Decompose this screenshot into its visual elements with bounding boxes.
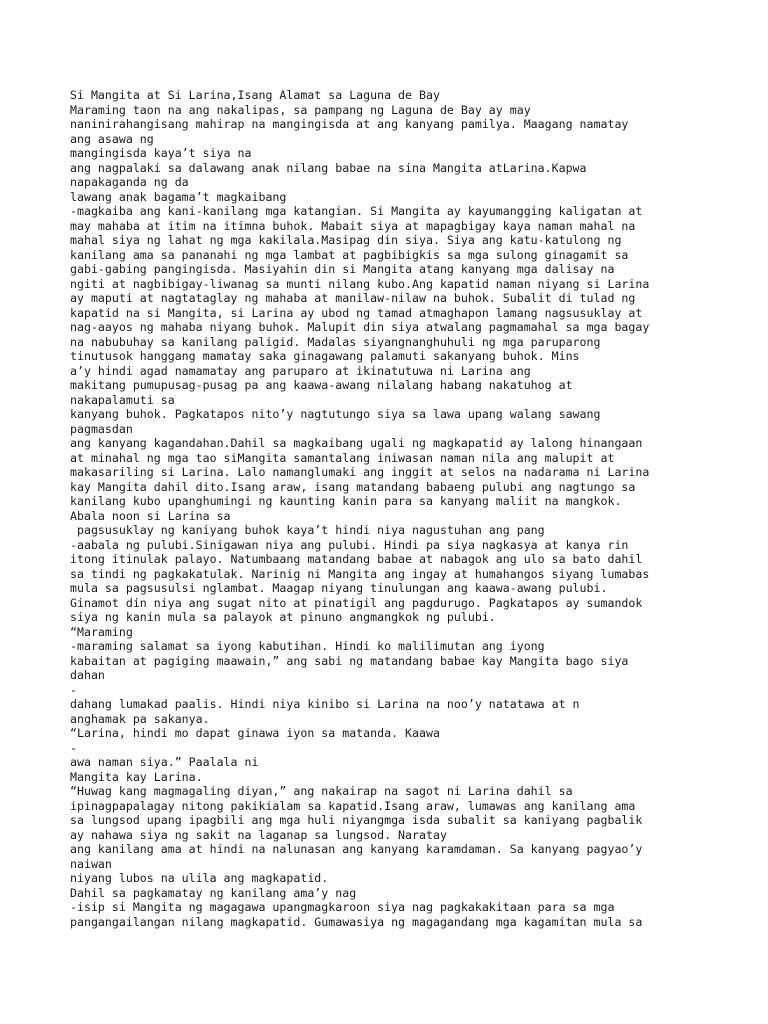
text-line: niyang lubos na ulila ang magkapatid. <box>70 871 329 885</box>
text-line: nakapalamuti sa <box>70 392 175 407</box>
text-line: -isip si Mangita ng magagawa upangmagkaroon siya nag pagkakakitaan para sa mga <box>70 900 615 914</box>
text-line: “Huwag kang magmagaling diyan,” ang nakairap na sagot ni Larina dahil sa <box>70 784 573 798</box>
text-line: mula sa pagsusulsi nglambat. Maagap niyang tinulungan ang kaawa-awang pulubi. <box>70 581 608 595</box>
text-line: pangangailangan nilang magkapatid. Gumawasiya ng magagandang mga kagamitan mula sa <box>70 914 643 929</box>
text-line: kanyang buhok. Pagkatapos nito’y nagtutungo siya sa lawa upang walang sawang <box>70 407 601 421</box>
text-line: naninirahangisang mahirap na mangingisda at ang kanyang pamilya. Maagang namatay <box>70 117 629 131</box>
text-line: ang nagpalaki sa dalawang anak nilang babae na sina Mangita atLarina.Kapwa <box>70 160 587 175</box>
text-line: makitang pumupusag-pusag pa ang kaawa-awang nilalang habang nakatuhog at <box>70 378 573 392</box>
text-line: a’y hindi agad namamatay ang paruparo at ikinatutuwa ni Larina ang <box>70 363 531 378</box>
text-line: dahan <box>70 668 105 682</box>
text-line: naiwan <box>70 856 112 871</box>
text-line: makasariling si Larina. Lalo namanglumaki ang inggit at selos na nadarama ni Larina <box>70 465 650 479</box>
text-line: Mangita kay Larina. <box>70 769 203 784</box>
text-line: -aabala ng pulubi.Sinigawan niya ang pulubi. Hindi pa siya nagkasya at kanya rin <box>70 537 629 552</box>
text-line: kapatid na si Mangita, si Larina ay ubod ng tamad atmaghapon lamang nagsusuklay at <box>70 305 643 320</box>
text-line: “Larina, hindi mo dapat ginawa iyon sa matanda. Kaawa <box>70 726 440 740</box>
text-line: pagsusuklay ng kaniyang buhok kaya’t hindi niya nagustuhan ang pang <box>70 523 545 537</box>
text-line: itong itinulak palayo. Natumbaang matandang babae at nabagok ang ulo sa bato dahil <box>70 552 643 566</box>
text-line: -magkaiba ang kani-kanilang mga katangian. Si Mangita ay kayumangging kaligatan at <box>70 204 643 218</box>
text-line: ay maputi at nagtataglay ng mahaba at manilaw-nilaw na buhok. Subalit di tulad ng <box>70 291 636 305</box>
text-line: mahal siya ng lahat ng mga kakilala.Masipag din siya. Siya ang katu-katulong ng <box>70 233 622 247</box>
text-line: Maraming taon na ang nakalipas, sa pampang ng Laguna de Bay ay may <box>70 102 531 117</box>
text-line: na nabubuhay sa kanilang paligid. Madalas siyangnanghuhuli ng mga paruparong <box>70 334 601 349</box>
text-line: mangingisda kaya’t siya na <box>70 146 252 160</box>
text-line: pagmasdan <box>70 421 133 436</box>
text-line: kay Mangita dahil dito.Isang araw, isang matandang babaeng pulubi ang nagtungo sa <box>70 479 636 494</box>
text-line: siya ng kanin mula sa palayok at pinuno angmangkok ng pulubi. <box>70 610 496 624</box>
text-line: Dahil sa pagkamatay ng kanilang ama’y nag <box>70 885 357 900</box>
text-line: awa naman siya.” Paalala ni <box>70 755 259 769</box>
text-line: tinutusok hanggang mamatay saka ginagawang palamuti sakanyang buhok. Mins <box>70 349 580 363</box>
text-line: sa lungsod upang ipagbili ang mga huli niyangmga isda subalit sa kaniyang pagbalik <box>70 813 643 827</box>
text-line: ang kanilang ama at hindi na nalunasan ang kanyang karamdaman. Sa kanyang pagyao’y <box>70 842 643 856</box>
text-line: nag-aayos ng mahaba niyang buhok. Malupit din siya atwalang pagmamahal sa mga bagay <box>70 320 650 334</box>
text-line: kanilang kubo upanghumingi ng kaunting kanin para sa kanyang maliit na mangkok. <box>70 494 622 508</box>
text-line: - <box>70 682 77 697</box>
text-line: kanilang ama sa pananahi ng mga lambat at pagbibigkis sa mga sulong ginagamit sa <box>70 247 629 262</box>
text-line: Si Mangita at Si Larina,Isang Alamat sa Laguna de Bay <box>70 88 440 102</box>
text-line: ang kanyang kagandahan.Dahil sa magkaibang ugali ng magkapatid ay lalong hinangaan <box>70 436 643 450</box>
text-line: - <box>70 740 77 755</box>
text-line: kabaitan at pagiging maawain,” ang sabi ng matandang babae kay Mangita bago siya <box>70 653 629 668</box>
text-line: ang asawa ng <box>70 131 154 146</box>
text-line: ay nahawa siya ng sakit na laganap sa lungsod. Naratay <box>70 827 447 842</box>
text-line: ngiti at nagbibigay-liwanag sa munti nilang kubo.Ang kapatid naman niyang si Larina <box>70 276 650 291</box>
text-line: sa tindi ng pagkakatulak. Narinig ni Mangita ang ingay at humahangos siyang lumabas <box>70 566 650 581</box>
text-line: lawang anak bagama’t magkaibang <box>70 189 287 204</box>
text-line: -maraming salamat sa iyong kabutihan. Hindi ko malilimutan ang iyong <box>70 639 545 653</box>
text-line: dahang lumakad paalis. Hindi niya kinibo si Larina na noo’y natatawa at n <box>70 697 580 711</box>
text-line: Abala noon si Larina sa <box>70 508 231 523</box>
document-body <box>70 88 760 929</box>
text-line: gabi-gabing pangingisda. Masiyahin din si Mangita atang kanyang mga dalisay na <box>70 262 615 276</box>
text-line: “Maraming <box>70 624 133 639</box>
text-line: anghamak pa sakanya. <box>70 711 210 726</box>
text-line: ipinagpapalagay nitong pakikialam sa kapatid.Isang araw, lumawas ang kanilang ama <box>70 798 636 813</box>
text-line: napakaganda ng da <box>70 175 189 189</box>
text-line: at minahal ng mga tao siMangita samantalang iniwasan naman nila ang malupit at <box>70 450 615 465</box>
text-line: may mahaba at itim na itimna buhok. Mabait siya at mapagbigay kaya naman mahal na <box>70 218 636 233</box>
text-line: Ginamot din niya ang sugat nito at pinatigil ang pagdurugo. Pagkatapos ay sumandok <box>70 595 643 610</box>
